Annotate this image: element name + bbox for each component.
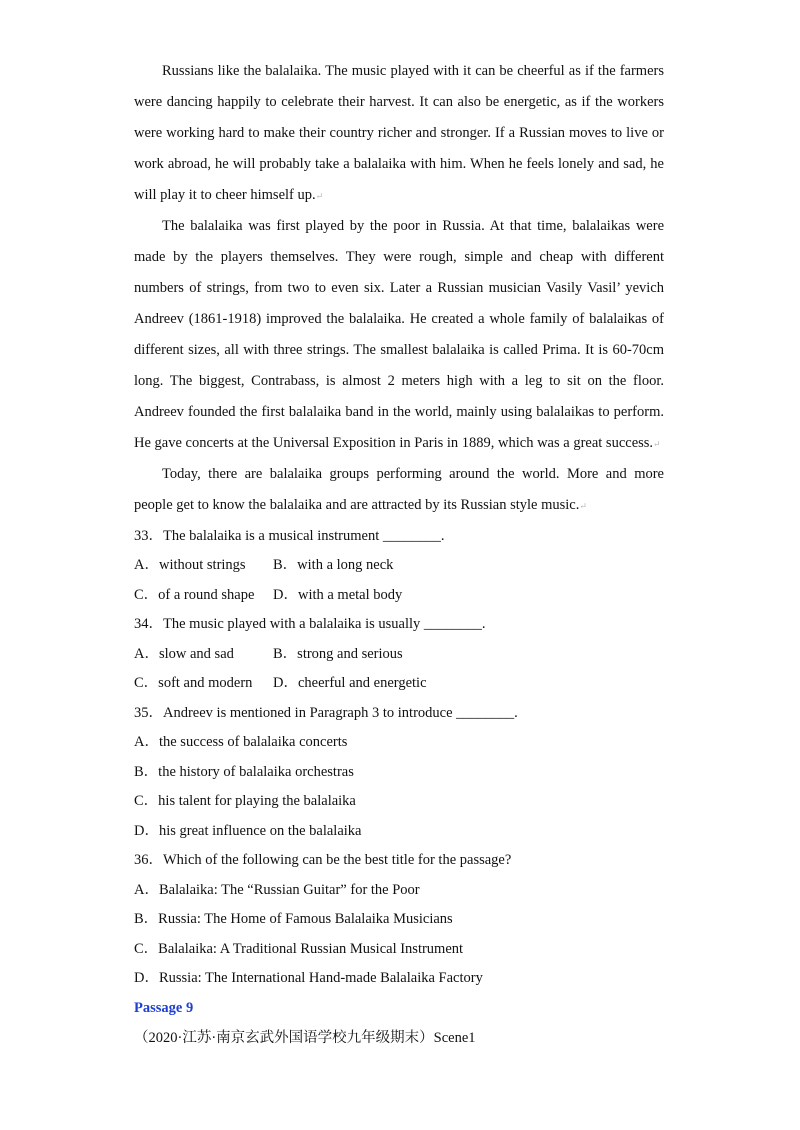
question-33-option-d: D．with a metal body	[273, 587, 403, 603]
paragraph-mark: ↵	[579, 501, 587, 511]
question-35-option-b: B．the history of balalaika orchestras	[134, 764, 354, 780]
question-33-stem: 33．The balalaika is a musical instrument ________.	[134, 528, 445, 544]
question-36-option-b: B．Russia: The Home of Famous Balalaika Musicians	[134, 911, 453, 927]
question-33-option-b: B．with a long neck	[273, 557, 394, 573]
question-34-option-a: A．slow and sad	[134, 646, 234, 662]
question-36-option-d: D．Russia: The International Hand-made Balalaika Factory	[134, 970, 483, 986]
question-34-option-c: C．soft and modern	[134, 675, 253, 691]
paragraph-mark: ↵	[315, 191, 324, 201]
passage-source: （2020·江苏·南京玄武外国语学校九年级期末）Scene1	[134, 1030, 476, 1046]
paragraph-1	[134, 56, 664, 212]
paragraph-mark: ↵	[653, 439, 661, 449]
paragraph-3-text: Today, there are balalaika groups performing around the world. More and more people get to know the balalaika and are attracted by its Russian style music.	[134, 466, 664, 513]
question-33-option-a: A．without strings	[134, 557, 246, 573]
question-34-stem: 34．The music played with a balalaika is usually ________.	[134, 616, 486, 632]
question-33-option-c: C．of a round shape	[134, 587, 255, 603]
question-36-option-a: A．Balalaika: The “Russian Guitar” for the Poor	[134, 882, 420, 898]
question-34-option-d: D．cheerful and energetic	[273, 675, 427, 691]
paragraph-3	[134, 459, 664, 522]
paragraph-1-text: Russians like the balalaika. The music played with it can be cheerful as if the farmers were dancing happily to celebrate their harvest. It can also be energetic, as if the workers were working hard to make their country richer and stronger. If a Russian moves to live or work abroad, he will probably take a balalaika with him. When he feels lonely and sad, he will play it to cheer himself up.	[134, 63, 664, 203]
paragraph-2	[134, 211, 664, 460]
question-35-stem: 35．Andreev is mentioned in Paragraph 3 to introduce ________.	[134, 705, 518, 721]
question-35-option-d: D．his great influence on the balalaika	[134, 823, 362, 839]
question-34-option-b: B．strong and serious	[273, 646, 403, 662]
question-35-option-a: A．the success of balalaika concerts	[134, 734, 348, 750]
question-36-stem: 36．Which of the following can be the best title for the passage?	[134, 852, 512, 868]
question-36-option-c: C．Balalaika: A Traditional Russian Musical Instrument	[134, 941, 464, 957]
question-35-option-c: C．his talent for playing the balalaika	[134, 793, 356, 809]
passage-heading: Passage 9	[134, 1000, 194, 1016]
paragraph-2-text: The balalaika was first played by the poor in Russia. At that time, balalaikas were made by the players themselves. They were rough, simple and cheap with different numbers of strings, from two to even six. Later a Russian musician Vasily Vasil’ yevich Andreev (1861-1918) improved the balalaika. He created a whole family of balalaikas of different sizes, all with three strings. The smallest balalaika is called Prima. It is 60-70cm long. The biggest, Contrabass, is almost 2 meters high with a leg to sit on the floor. Andreev founded the first balalaika band in the world, mainly using balalaikas to perform. He gave concerts at the Universal Exposition in Paris in 1889, which was a great success.	[134, 218, 664, 451]
